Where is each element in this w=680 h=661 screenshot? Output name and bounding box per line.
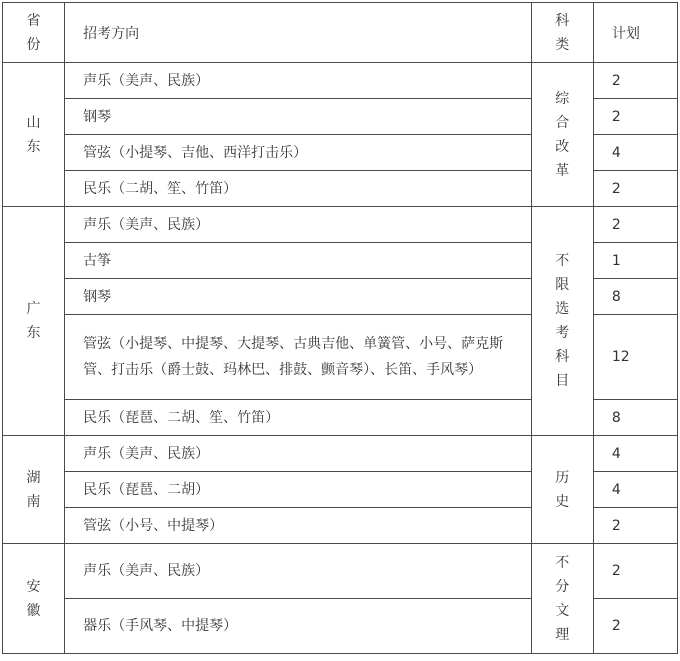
- major-cell: 管弦（小提琴、中提琴、大提琴、古典吉他、单簧管、小号、萨克斯管、打击乐（爵士鼓、玛林巴、排鼓、颤音琴）、长笛、手风琴）: [65, 315, 532, 400]
- province-cell: 山东: [3, 63, 65, 207]
- plan-cell: 2: [593, 508, 677, 544]
- header-subject: 科类: [531, 3, 593, 63]
- major-cell: 声乐（美声、民族）: [65, 63, 532, 99]
- major-cell: 民乐（琵琶、二胡、笙、竹笛）: [65, 400, 532, 436]
- major-cell: 民乐（琵琶、二胡）: [65, 472, 532, 508]
- subject-cell: 不分文理: [531, 544, 593, 654]
- header-major: 招考方向: [65, 3, 532, 63]
- subject-cell: 不限选考科目: [531, 207, 593, 436]
- major-cell: 钢琴: [65, 279, 532, 315]
- major-cell: 器乐（手风琴、中提琴）: [65, 599, 532, 654]
- plan-cell: 2: [593, 63, 677, 99]
- plan-cell: 4: [593, 135, 677, 171]
- major-cell: 民乐（二胡、笙、竹笛）: [65, 171, 532, 207]
- province-cell: 广东: [3, 207, 65, 436]
- enrollment-plan-table: [2, 2, 678, 654]
- plan-cell: 1: [593, 243, 677, 279]
- plan-cell: 4: [593, 436, 677, 472]
- province-cell: 湖南: [3, 436, 65, 544]
- plan-cell: 8: [593, 400, 677, 436]
- table-row: [3, 544, 678, 599]
- plan-cell: 12: [593, 315, 677, 400]
- plan-cell: 2: [593, 599, 677, 654]
- plan-cell: 2: [593, 99, 677, 135]
- major-cell: 管弦（小提琴、吉他、西洋打击乐）: [65, 135, 532, 171]
- province-cell: 安徽: [3, 544, 65, 654]
- subject-cell: 综合改革: [531, 63, 593, 207]
- major-cell: 钢琴: [65, 99, 532, 135]
- header-plan: 计划: [593, 3, 677, 63]
- table-row: [3, 63, 678, 99]
- table-row: [3, 436, 678, 472]
- plan-cell: 4: [593, 472, 677, 508]
- major-cell: 古筝: [65, 243, 532, 279]
- subject-cell: 历史: [531, 436, 593, 544]
- major-cell: 管弦（小号、中提琴）: [65, 508, 532, 544]
- plan-cell: 2: [593, 207, 677, 243]
- plan-cell: 2: [593, 544, 677, 599]
- header-province: 省份: [3, 3, 65, 63]
- major-cell: 声乐（美声、民族）: [65, 207, 532, 243]
- table-row: [3, 207, 678, 243]
- major-cell: 声乐（美声、民族）: [65, 436, 532, 472]
- header-row: [3, 3, 678, 63]
- plan-cell: 2: [593, 171, 677, 207]
- major-cell: 声乐（美声、民族）: [65, 544, 532, 599]
- plan-cell: 8: [593, 279, 677, 315]
